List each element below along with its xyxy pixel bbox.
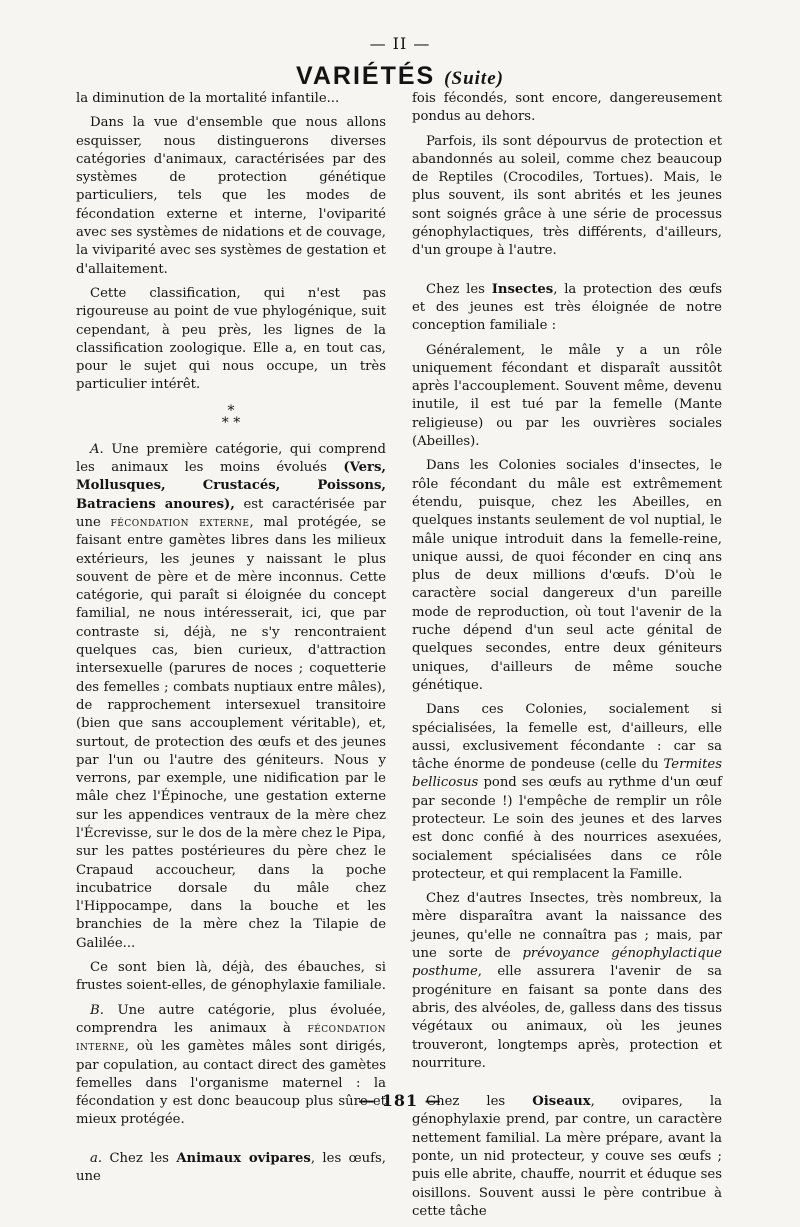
section-separator: [76, 402, 386, 431]
paragraph-subcategory-a: [76, 1150, 386, 1187]
category-letter: B.: [90, 1002, 104, 1018]
paragraph: fois fécondés, sont encore, dangereusement pondus au dehors.: [412, 91, 722, 125]
italic-term: prévoyance génophylactique posthume: [412, 946, 722, 980]
subcategory-letter: a.: [90, 1150, 103, 1166]
text-run: Chez d'autres Insectes, très nombreux, la mère disparaîtra avant la naissance des jeunes, qu'elle ne connaîtra pas ; mais, par une sorte de: [412, 891, 722, 962]
small-caps-term: fécondation interne: [76, 1020, 386, 1055]
paragraph-category-a: [76, 441, 386, 953]
paragraph: [412, 890, 722, 1073]
paragraph: Ce sont bien là, déjà, des ébauches, si frustes soient-elles, de génophylaxie familiale.: [76, 960, 386, 994]
text-run: , la protection des œufs et des jeunes est très éloignée de notre conception familiale :: [412, 281, 722, 334]
text-run: Chez les: [426, 281, 485, 297]
text-run: Une première catégorie, qui comprend les animaux les moins évolués: [76, 441, 386, 476]
paragraph-category-b: [76, 1002, 386, 1130]
text-run: est caractérisée par une: [76, 496, 387, 530]
text-run: , mal protégée, se faisant entre gamètes libres dans les milieux extérieurs, les jeunes y naissant le plus souvent de père et de mère inconnus. Cette catégorie, qui paraît si éloignée du concept familial, ne nous intéresserait, ici, que par contraste si, déjà, ne s'y rencontraient quelques cas, bien curieux, d'attraction intersexuelle (parures de noces ; coquetterie des femelles ; combats nuptiaux entre mâles), de rapprochement intersexuel transitoire (bien que sans accouplement véritable), et, surtout, de protection des œufs et des jeunes par l'un ou l'autre des géniteurs. Nous y verrons, par exemple, une nidification par le mâle chez l'Épinoche, une gestation externe sur les appendices ventraux de la mère chez l'Écrevisse, sur le dos de la mère chez le Pipa, sur les pattes postérieures du père chez le Crapaud accoucheur, dans la poche incubatrice dorsale du mâle chez l'Hippocampe, dans la bouche et les branchies de la mère chez la Tilapie de Galilée...: [76, 514, 386, 951]
bold-term: Animaux ovipares: [176, 1150, 311, 1166]
small-caps-term: fécondation externe: [110, 514, 250, 530]
page-number: — 181 —: [358, 1091, 442, 1110]
separator-star-top: *: [227, 402, 235, 419]
bold-term: Oiseaux: [532, 1094, 591, 1110]
section-title-suffix: (Suite): [444, 68, 504, 89]
paragraph: Parfois, ils sont dépourvus de protection et abandonnés au soleil, comme chez beaucoup de Reptiles (Crocodiles, Tortues). Mais, le plus souvent, ils sont abrités et les jeunes sont soignés grâce à une série de processus génophylactiques, très différents, d'ailleurs, d'un groupe à l'autre.: [412, 133, 722, 259]
paragraph: la diminution de la mortalité infantile...: [76, 91, 340, 106]
text-run: , où les gamètes mâles sont dirigés, par copulation, au contact direct des gamètes femelles dans l'organisme maternel : la fécondation y est donc beaucoup plus sûre et mieux protégée.: [76, 1039, 386, 1128]
paragraph: Dans la vue d'ensemble que nous allons esquisser, nous distinguerons diverses catégories d'animaux, caractérisées par des systèmes de protection génétique particuliers, tels que les modes de fécondation externe et interne, l'oviparité avec ses systèmes de nidations et de couvage, la viviparité avec ses systèmes de gestation et d'allaitement.: [76, 115, 386, 277]
section-title: [0, 62, 800, 91]
left-column: [76, 90, 386, 1192]
paragraph: Généralement, le mâle y a un rôle uniquement fécondant et disparaît aussitôt après l'accouplement. Souvent même, devenu inutile, il est tué par la femelle (Mante religieuse) ou par les ouvrières sociales (Abeilles).: [412, 342, 722, 450]
right-column: [412, 90, 722, 1227]
paragraph-insects: [412, 281, 722, 336]
text-run: , ovipares, la génophylaxie prend, par contre, un caractère nettement familial. La mère prépare, avant la ponte, un nid protecteur, y couve ses œufs ; puis elle abrite, chauffe, nourrit et éduque ses oisillons. Souvent aussi le père contribue à cette tâche: [412, 1094, 723, 1219]
text-run: , elle assurera l'avenir de sa progéniture en faisant sa ponte dans des abris, des alvéoles, de, galless dans des tissus végétaux ou animaux, où les jeunes trouveront, longtemps après, protection et nourriture.: [412, 964, 722, 1071]
text-run: Chez les: [426, 1094, 506, 1110]
bold-term: Insectes: [491, 281, 554, 297]
text-run: pond ses œufs au rythme d'un œuf par seconde !) l'empêche de remplir un rôle protecteur. Le soin des jeunes et des larves est donc confié à des nourrices asexuées, socialement spécialisées dans ce rôle protecteur, et qui remplacent la Famille.: [412, 775, 722, 882]
paragraph: Cette classification, qui n'est pas rigoureuse au point de vue phylogénique, suit cependant, à peu près, les lignes de la classification zoologique. Elle a, en tout cas, pour le sujet qui nous occupe, un très particulier intérêt.: [76, 285, 386, 393]
italic-term: Termites bellicosus: [412, 757, 722, 791]
category-letter: A.: [90, 441, 104, 457]
text-run: Dans ces Colonies, socialement si spécialisées, la femelle est, d'ailleurs, elle aussi, exclusivement fécondante : car sa tâche énorme de pondeuse (celle du: [412, 702, 722, 773]
paragraph: Dans les Colonies sociales d'insectes, le rôle fécondant du mâle est extrêmement étendu, puisque, chez les Abeilles, en quelques instants seulement de vol nuptial, le mâle unique introduit dans la femelle-reine, unique aussi, de quoi féconder en cinq ans plus de deux millions d'œufs. D'où le caractère social dangereux d'un pareille mode de reproduction, où tout l'avenir de la ruche dépend d'un seul acte génital de quelques secondes, entre deux géniteurs uniques, d'ailleurs de même souche génétique.: [412, 458, 722, 693]
paragraph: [412, 701, 722, 884]
section-title-text: VARIÉTÉS: [296, 62, 436, 90]
separator-stars-bottom: * *: [221, 414, 241, 431]
text-run: , les œufs, une: [76, 1150, 386, 1185]
paragraph-birds: [412, 1093, 722, 1221]
text-run: Une autre catégorie, plus évoluée, comprendra les animaux à: [76, 1002, 386, 1036]
page-roman-numeral: — II —: [369, 34, 431, 53]
bold-term: (Vers, Mollusques, Crustacés, Poissons, Batraciens anoures),: [76, 460, 386, 512]
text-run: Chez les: [109, 1150, 169, 1166]
